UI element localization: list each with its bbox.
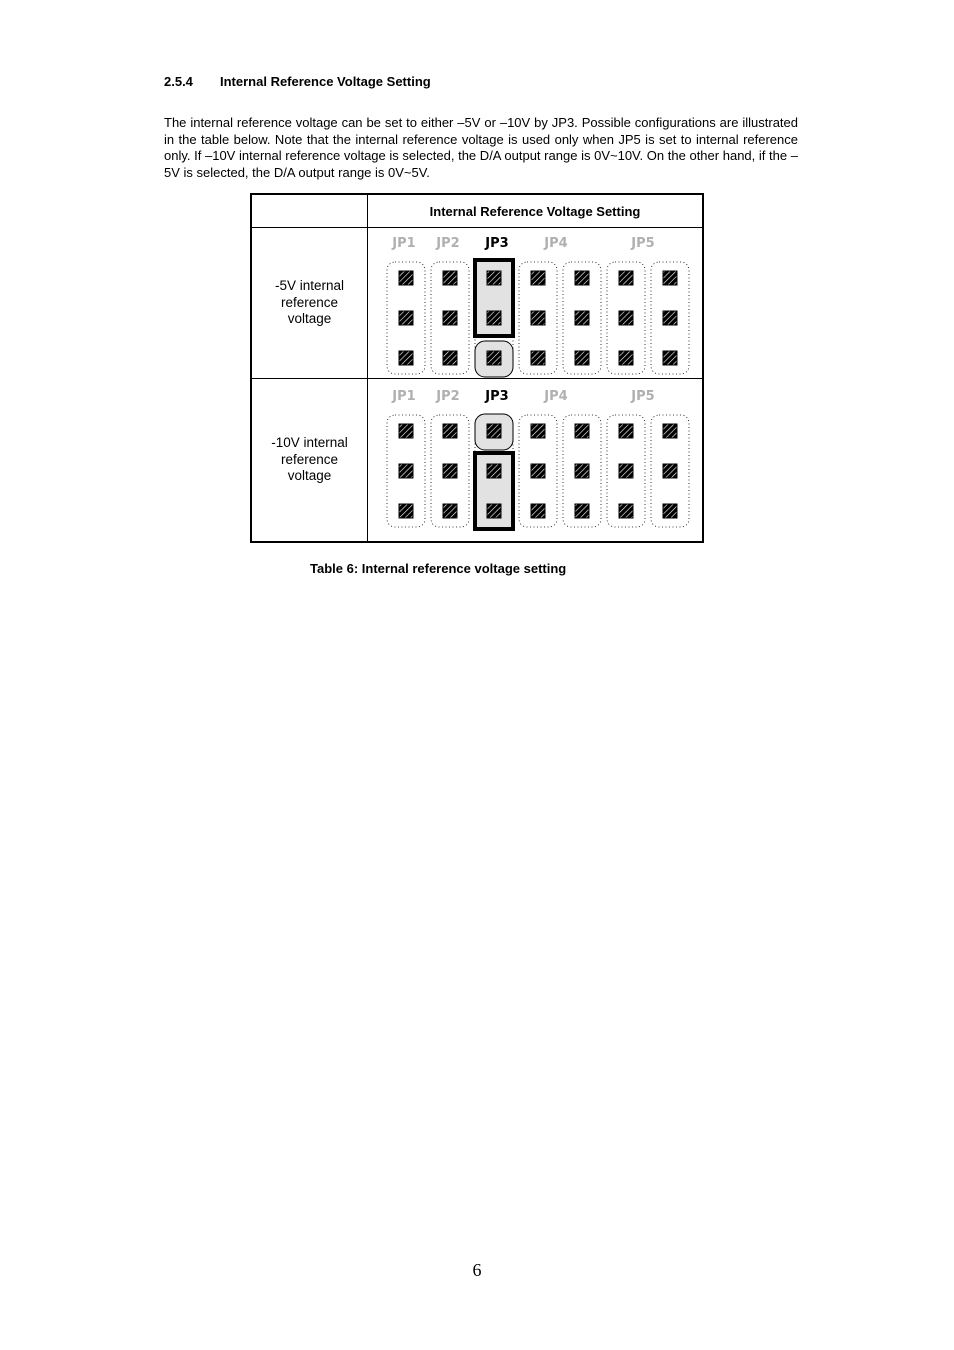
table-corner-cell: [251, 194, 368, 228]
jumper-label-jp3: JP3: [485, 236, 509, 251]
jumper-pin: [399, 504, 413, 518]
row-label-line: -5V internal: [274, 278, 345, 294]
jumper-pin: [663, 504, 677, 518]
section-number: 2.5.4: [164, 74, 193, 89]
jumper-pin: [663, 351, 677, 365]
jumper-diagram-cell: [368, 379, 704, 543]
row-label-line: voltage: [287, 311, 332, 327]
jumper-pin: [399, 311, 413, 325]
table-row: [251, 379, 703, 543]
jumper-pin: [531, 504, 545, 518]
jumper-pin: [443, 351, 457, 365]
reference-voltage-table: [250, 193, 704, 543]
row-label: [251, 228, 368, 379]
jumper-pin: [531, 424, 545, 438]
row-label-line: reference: [280, 451, 339, 467]
jumper-label-jp2: JP2: [436, 236, 460, 251]
section-heading: [164, 74, 431, 89]
jumper-pin: [575, 271, 589, 285]
jumper-pin: [575, 424, 589, 438]
jumper-pin: [619, 311, 633, 325]
body-paragraph: The internal reference voltage can be set to either –5V or –10V by JP3. Possible configurations are illustrated in the table below. Note that the internal reference voltage is used only when JP5 is set to internal reference only. If –10V internal reference voltage is selected, the D/A output range is 0V~10V. On the other hand, if the –5V is selected, the D/A output range is 0V~5V.: [164, 115, 798, 180]
jumper-pin: [575, 464, 589, 478]
jumper-label-jp5: JP5: [631, 389, 655, 404]
jumper-pin: [575, 504, 589, 518]
jumper-label-jp4: JP4: [544, 389, 568, 404]
jumper-pin: [531, 351, 545, 365]
jumper-pin: [663, 271, 677, 285]
jumper-pin: [663, 424, 677, 438]
jumper-label-jp1: JP1: [392, 389, 416, 404]
table-row: [251, 228, 703, 379]
jumper-pin: [487, 311, 501, 325]
jumper-pin: [575, 351, 589, 365]
jumper-pin: [443, 464, 457, 478]
row-label-line: -10V internal: [271, 435, 348, 451]
jumper-pin: [619, 464, 633, 478]
jumper-pin: [663, 464, 677, 478]
jumper-pin: [487, 271, 501, 285]
table-header: Internal Reference Voltage Setting: [368, 194, 704, 228]
jumper-diagram-cell: [368, 228, 704, 379]
jumper-pin: [443, 504, 457, 518]
jumper-pin: [531, 464, 545, 478]
page-number: 6: [472, 1260, 482, 1280]
jumper-pin: [487, 424, 501, 438]
jumper-pin: [619, 504, 633, 518]
jumper-pin: [487, 504, 501, 518]
jumper-pin: [619, 351, 633, 365]
jumper-diagram: [368, 379, 702, 541]
jumper-label-jp5: JP5: [631, 236, 655, 251]
jumper-pin: [487, 464, 501, 478]
jumper-diagram: [368, 228, 702, 378]
row-label: [251, 379, 368, 543]
jumper-pin: [399, 464, 413, 478]
jumper-pin: [443, 424, 457, 438]
jumper-pin: [619, 424, 633, 438]
jumper-pin: [663, 311, 677, 325]
jumper-pin: [399, 271, 413, 285]
jumper-pin: [619, 271, 633, 285]
jumper-pin: [399, 351, 413, 365]
jumper-pin: [531, 311, 545, 325]
jumper-label-jp1: JP1: [392, 236, 416, 251]
jumper-pin: [531, 271, 545, 285]
row-label-line: voltage: [287, 468, 332, 484]
jumper-pin: [487, 351, 501, 365]
row-label-line: reference: [280, 294, 339, 310]
jumper-pin: [399, 424, 413, 438]
jumper-pin: [443, 271, 457, 285]
table-caption: Table 6: Internal reference voltage setting: [310, 561, 567, 576]
jumper-label-jp4: JP4: [544, 236, 568, 251]
jumper-pin: [443, 311, 457, 325]
jumper-label-jp3: JP3: [485, 389, 509, 404]
jumper-pin: [575, 311, 589, 325]
section-title: Internal Reference Voltage Setting: [220, 74, 431, 89]
jumper-label-jp2: JP2: [436, 389, 460, 404]
